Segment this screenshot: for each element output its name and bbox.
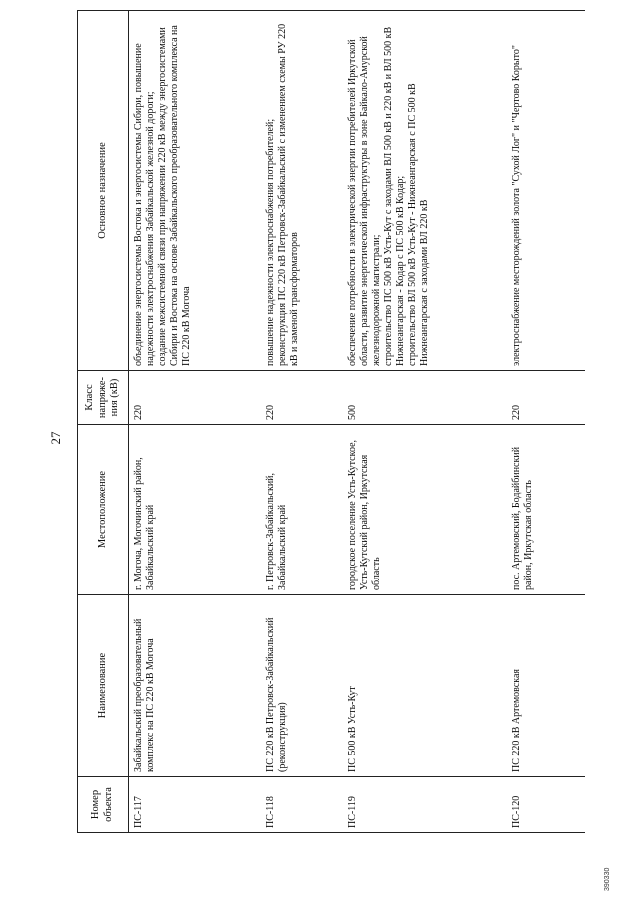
page-number: 27 [48, 431, 63, 445]
object-purpose [129, 11, 262, 371]
header-name: Наименование [78, 595, 129, 777]
object-voltage: 220 [507, 371, 585, 425]
object-voltage: 220 [261, 371, 343, 425]
table-row [261, 11, 343, 833]
object-location: г. Могоча, Могочинский район, Забайкальский край [129, 425, 262, 595]
purpose-line: строительство ВЛ 500 кВ Усть-Кут - Нижнеангарская с ПС 500 кВ Нижнеангарская с заходами ВЛ 220 кВ [407, 83, 430, 366]
table-row [129, 11, 262, 833]
objects-table [77, 10, 585, 833]
purpose-line: обеспечение потребности в электрической энергии потребителей Иркутской области, развитие энергетической инфраструктуры в зоне Байкало-Амурской железнодорожной магистрали; [347, 36, 382, 366]
purpose-line: электроснабжение месторождений золота "Сухой Лог" и "Чертово Корыто" [511, 45, 522, 366]
object-voltage: 500 [343, 371, 507, 425]
table-header [78, 11, 129, 833]
header-location: Местоположение [78, 425, 129, 595]
object-number: ПС-120 [507, 777, 585, 833]
table-row [507, 11, 585, 833]
purpose-line: строительство ПС 500 кВ Усть-Кут с заходами ВЛ 500 кВ и 220 кВ и ВЛ 500 кВ Нижнеангарская - Кодар с ПС 500 кВ Кодар; [383, 26, 406, 366]
object-purpose [507, 11, 585, 371]
object-purpose [261, 11, 343, 371]
object-purpose [343, 11, 507, 371]
header-purpose: Основное назначение [78, 11, 129, 371]
header-number: Номер объекта [78, 777, 129, 833]
header-row [78, 11, 129, 833]
object-name: ПС 220 кВ Петровск-Забайкальский (реконструкция) [261, 595, 343, 777]
table-body [129, 11, 586, 833]
object-number: ПС-117 [129, 777, 262, 833]
object-voltage: 220 [129, 371, 262, 425]
object-location: городское поселение Усть-Кутское, Усть-Кутский район, Иркутская область [343, 425, 507, 595]
object-location: г. Петровск-Забайкальский, Забайкальский край [261, 425, 343, 595]
purpose-line: повышение надежности электроснабжения потребителей; [265, 118, 276, 366]
object-name: ПС 220 кВ Артемовская [507, 595, 585, 777]
purpose-line: создание межсистемной связи при напряжении 220 кВ между энергосистемами Сибири и Востока на основе Забайкальского преобразовательного комплекса на ПС 220 кВ Могоча [157, 25, 192, 366]
object-number: ПС-119 [343, 777, 507, 833]
object-name: Забайкальский преобразовательный комплекс на ПС 220 кВ Могоча [129, 595, 262, 777]
table-row [343, 11, 507, 833]
object-number: ПС-118 [261, 777, 343, 833]
document-code: 390330 [604, 867, 611, 891]
object-name: ПС 500 кВ Усть-Кут [343, 595, 507, 777]
purpose-line: реконструкция ПС 220 кВ Петровск-Забайкальский с изменением схемы РУ 220 кВ и заменой трансформаторов [277, 23, 300, 366]
purpose-line: объединение энергосистемы Востока и энергосистемы Сибири, повышение надежности электроснабжения Забайкальской железной дороги; [133, 43, 156, 366]
object-location: пос. Артемовский, Бодайбинский район, Иркутская область [507, 425, 585, 595]
header-voltage: Класс напряже-ния (кВ) [78, 371, 129, 425]
